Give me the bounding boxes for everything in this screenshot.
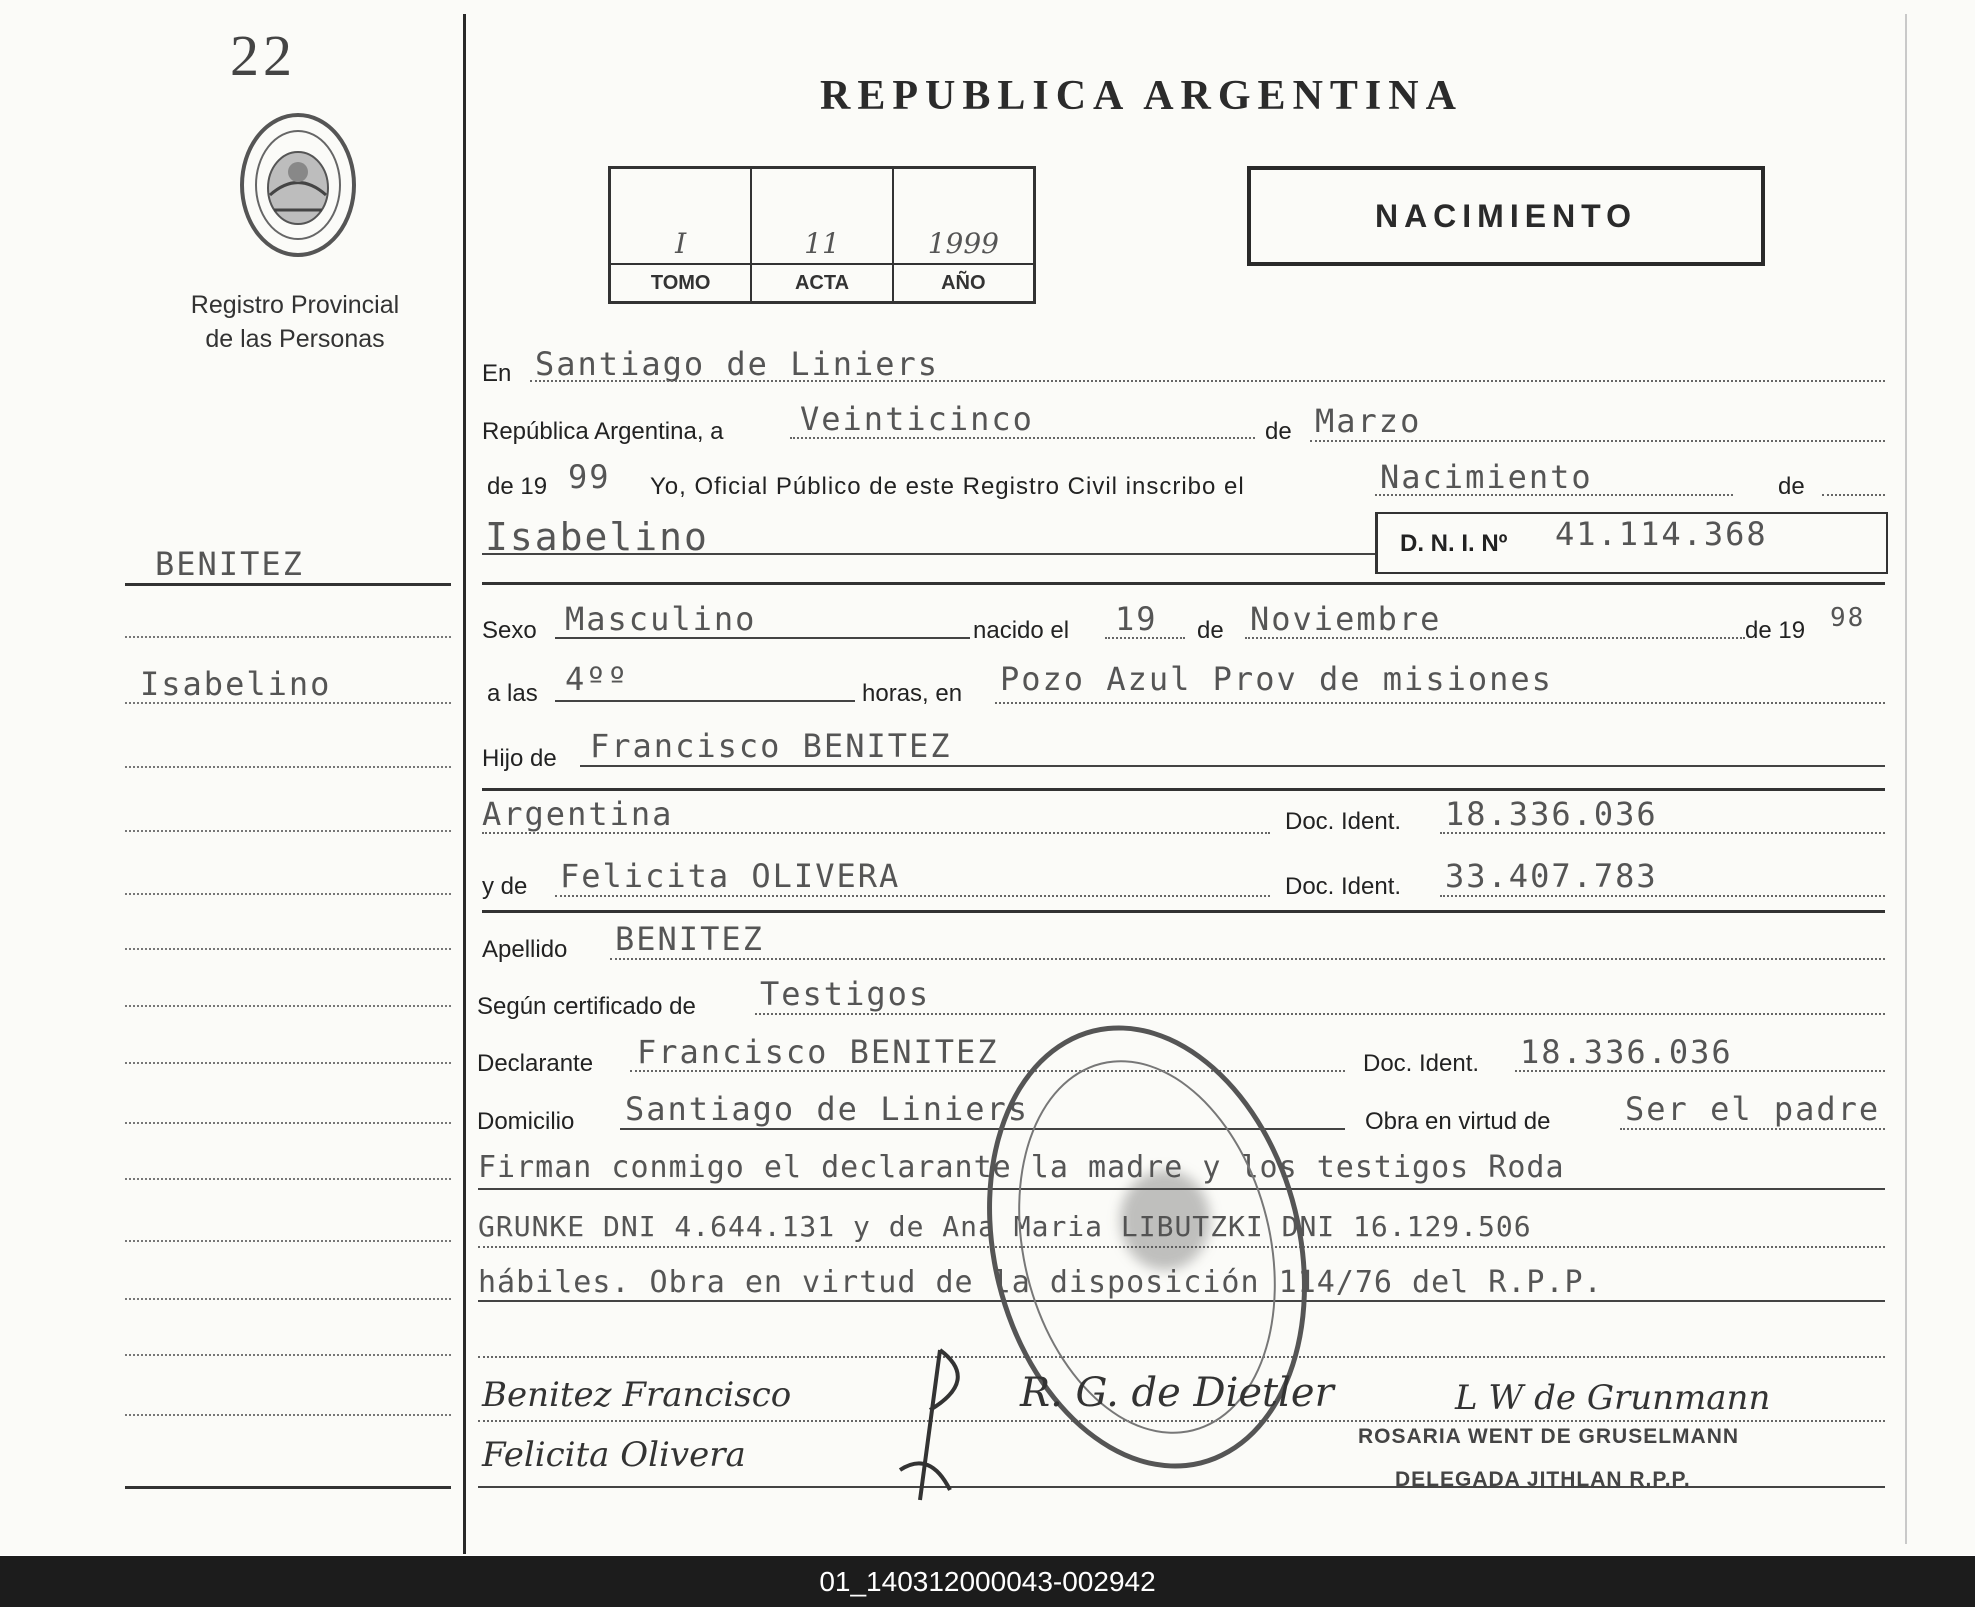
acta-cell (752, 169, 893, 301)
registry-name (150, 288, 440, 356)
birth-day-line (1105, 637, 1185, 639)
y-de-label: y de (482, 873, 528, 900)
hijo-label: Hijo de (482, 745, 557, 772)
registry-line-2: de las Personas (205, 325, 385, 353)
doc-ident-label-2: Doc. Ident. (1285, 873, 1402, 900)
ano-label: AÑO (894, 263, 1033, 301)
en-label: En (482, 360, 512, 387)
document-type-box: NACIMIENTO (1247, 166, 1765, 266)
signature-official: L W de Grunmann (1455, 1378, 1771, 1418)
page-edge (1905, 14, 1907, 1544)
father-doc: 18.336.036 (1445, 795, 1658, 833)
sexo-value: Masculino (565, 600, 757, 638)
sexo-line (555, 637, 970, 639)
mother-line (555, 895, 1270, 897)
declarante-doc: 18.336.036 (1520, 1033, 1733, 1071)
segun-label: Según certificado de (477, 993, 696, 1020)
father-nationality: Argentina (482, 795, 674, 833)
image-id-label: 01_140312000043-002942 (819, 1566, 1156, 1597)
domicilio-label: Domicilio (477, 1108, 575, 1135)
birth-day: 19 (1115, 600, 1158, 638)
obra-line (1620, 1128, 1885, 1130)
signature-witness: R. G. de Dietler (1020, 1370, 1334, 1416)
margin-line (125, 1062, 451, 1064)
note-line-3: hábiles. Obra en virtud de la disposición 114/76 del R.P.P. (478, 1265, 1603, 1300)
de-end-line (1822, 494, 1885, 496)
margin-line (125, 830, 451, 832)
birth-month: Noviembre (1250, 600, 1442, 638)
declarante-label: Declarante (477, 1050, 594, 1077)
apellido-label: Apellido (482, 936, 568, 963)
republica-label: República Argentina, a (482, 418, 724, 445)
act-value: Nacimiento (1380, 458, 1593, 496)
doc-ident-label-3: Doc. Ident. (1363, 1050, 1480, 1077)
margin-divider (463, 14, 466, 1554)
birth-year-digits: 98 (1830, 603, 1866, 633)
month-value: Marzo (1315, 402, 1422, 440)
acta-value: 11 (804, 227, 840, 260)
acta-label: ACTA (752, 263, 891, 301)
de-label-2: de (1197, 617, 1224, 644)
obra-value: Ser el padre (1625, 1090, 1881, 1128)
birth-month-line (1245, 637, 1745, 639)
tomo-value: I (675, 227, 687, 260)
tomo-cell (611, 169, 752, 301)
margin-line (125, 702, 451, 704)
dni-label: D. N. I. Nº (1400, 530, 1508, 557)
tomo-label: TOMO (611, 263, 750, 301)
place-line (530, 380, 1885, 382)
apellido-line (610, 958, 1885, 960)
margin-line (125, 1298, 451, 1300)
obra-label: Obra en virtud de (1365, 1108, 1551, 1135)
margin-given-name: Isabelino (140, 665, 332, 703)
day-value: Veinticinco (800, 400, 1034, 438)
year-label: de 19 (487, 473, 548, 500)
note-line-2: GRUNKE DNI 4.644.131 y de Ana Maria LIBUTZKI DNI 16.129.506 (478, 1210, 1532, 1243)
provincial-seal-icon (238, 110, 358, 260)
margin-line (125, 893, 451, 895)
declarante-line (630, 1070, 1345, 1072)
day-line (790, 437, 1255, 439)
certificado-value: Testigos (760, 975, 931, 1013)
father-name: Francisco BENITEZ (590, 727, 952, 765)
margin-line (125, 1178, 451, 1180)
official-title-stamp: DELEGADA JITHLAN R.P.P. (1395, 1468, 1691, 1491)
de-label: de (1265, 418, 1292, 445)
record-box (608, 166, 1036, 304)
father-line (580, 765, 1885, 767)
a-las-label: a las (487, 680, 538, 707)
apellido-value: BENITEZ (615, 920, 764, 958)
signature-father: Benitez Francisco (482, 1375, 792, 1415)
yo-text: Yo, Oficial Público de este Registro Civil inscribo el (650, 473, 1245, 500)
margin-line (125, 636, 451, 638)
margin-bottom-line (125, 1486, 451, 1489)
hour-value: 4ºº (565, 660, 629, 698)
margin-line (125, 1005, 451, 1007)
doc-ident-label: Doc. Ident. (1285, 808, 1402, 835)
margin-surname-line (125, 583, 451, 586)
mother-name: Felicita OLIVERA (560, 857, 901, 895)
child-name: Isabelino (485, 515, 709, 559)
declarante-doc-line (1515, 1070, 1885, 1072)
child-name-line (482, 553, 1375, 555)
fingerprint-smudge (1120, 1170, 1210, 1270)
nacido-label: nacido el (973, 617, 1070, 644)
signature-mark-icon (880, 1340, 1000, 1510)
margin-line (125, 1354, 451, 1356)
country-title: REPUBLICA ARGENTINA (820, 73, 1463, 119)
sexo-label: Sexo (482, 617, 537, 644)
ano-value: 1999 (927, 227, 999, 260)
dni-value: 41.114.368 (1555, 515, 1768, 553)
mother-doc-line (1440, 895, 1885, 897)
section-divider (482, 788, 1885, 791)
official-name-stamp: ROSARIA WENT DE GRUSELMANN (1358, 1425, 1740, 1448)
certificado-line (755, 1013, 1885, 1015)
note-line-1: Firman conmigo el declarante la madre y los testigos Roda (478, 1150, 1565, 1185)
birth-year-label: de 19 (1745, 617, 1806, 644)
signature-mother: Felicita Olivera (482, 1435, 746, 1475)
registry-line-1: Registro Provincial (190, 291, 400, 319)
folio-number: 22 (230, 23, 296, 88)
place-value: Santiago de Liniers (535, 345, 940, 383)
hour-line (555, 700, 855, 702)
margin-line (125, 1122, 451, 1124)
margin-line (125, 948, 451, 950)
margin-surname: BENITEZ (155, 545, 304, 583)
declarante-value: Francisco BENITEZ (637, 1033, 999, 1071)
section-divider (482, 582, 1885, 585)
de-end-label: de (1778, 473, 1805, 500)
margin-line (125, 766, 451, 768)
margin-line (125, 1414, 451, 1416)
birth-place-line (995, 702, 1885, 704)
domicilio-value: Santiago de Liniers (625, 1090, 1030, 1128)
section-divider (482, 910, 1885, 913)
act-line (1375, 494, 1733, 496)
nationality-line (482, 832, 1270, 834)
year-digits: 99 (568, 458, 611, 496)
margin-line (125, 1240, 451, 1242)
father-doc-line (1440, 832, 1885, 834)
ano-cell (894, 169, 1033, 301)
horas-label: horas, en (862, 680, 963, 707)
birth-place: Pozo Azul Prov de misiones (1000, 660, 1553, 698)
month-line (1310, 440, 1885, 442)
mother-doc: 33.407.783 (1445, 857, 1658, 895)
